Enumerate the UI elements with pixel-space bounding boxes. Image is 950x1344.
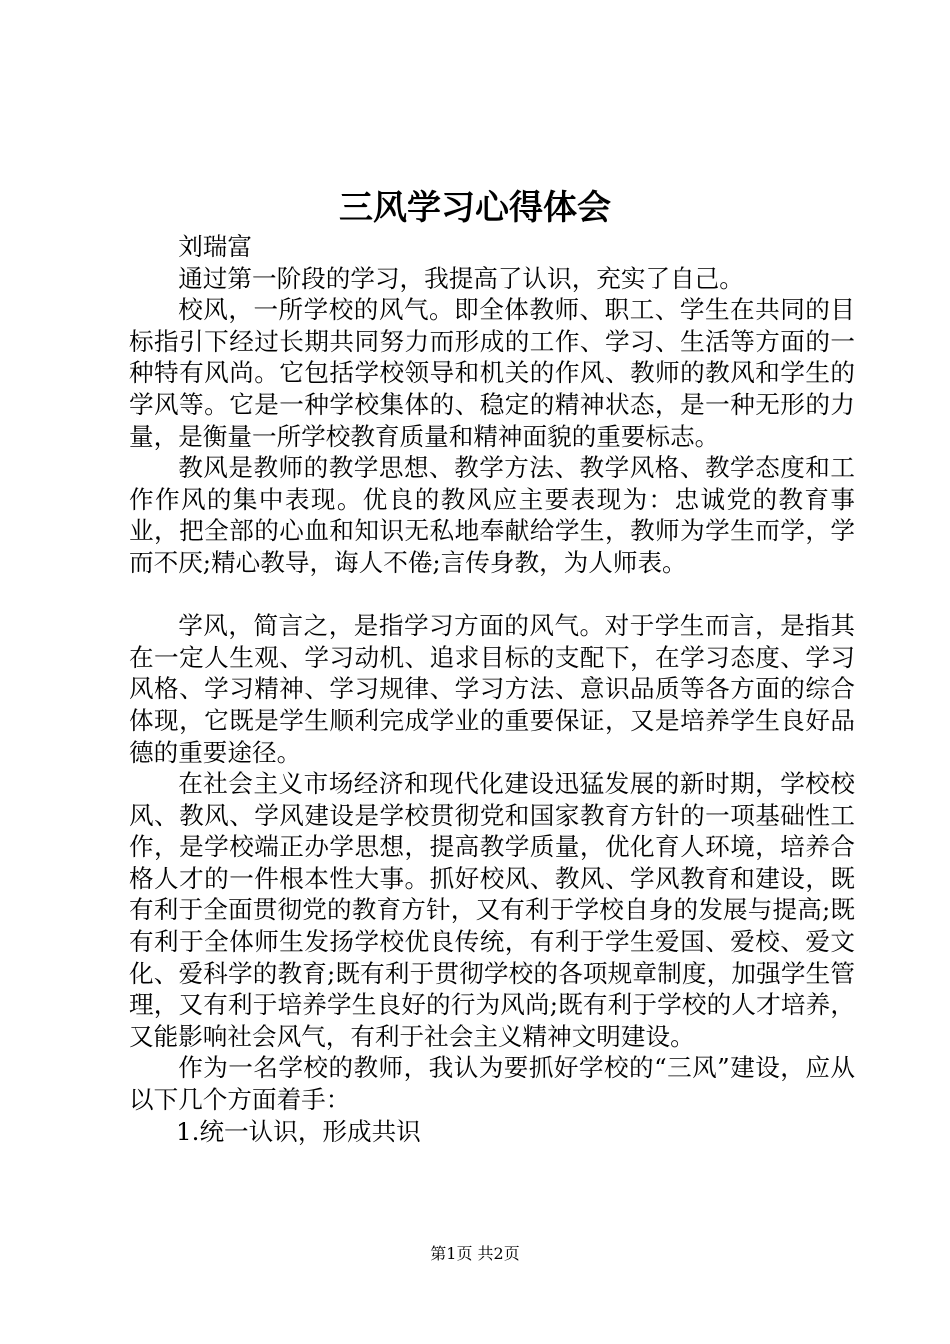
paragraph-teaching-style: 教风是教师的教学思想、教学方法、教学风格、教学态度和工作作风的集中表现。优良的教风应主要表现为：忠诚党的教育事业，把全部的心血和知识无私地奉献给学生，教师为学生而学，学而不厌;精心教导，诲人不倦;言传身教，为人师表。 [129, 453, 855, 577]
document-body [129, 231, 855, 1147]
paragraph-intro: 通过第一阶段的学习，我提高了认识，充实了自己。 [178, 263, 744, 293]
paragraph-approach: 作为一名学校的教师，我认为要抓好学校的“三风”建设，应从以下几个方面着手： [129, 1053, 855, 1115]
paragraph-school-spirit: 校风，一所学校的风气。即全体教师、职工、学生在共同的目标指引下经过长期共同努力而形成的工作、学习、生活等方面的一种特有风尚。它包括学校领导和机关的作风、教师的教风和学生的学风等。它是一种学校集体的、稳定的精神状态，是一种无形的力量，是衡量一所学校教育质量和精神面貌的重要标志。 [129, 295, 855, 451]
paragraph-study-style: 学风，简言之，是指学习方面的风气。对于学生而言，是指其在一定人生观、学习动机、追求目标的支配下，在学习态度、学习风格、学习精神、学习规律、学习方法、意识品质等各方面的综合体现，它既是学生顺利完成学业的重要保证，又是培养学生良好品德的重要途径。 [129, 611, 855, 767]
paragraph-construction: 在社会主义市场经济和现代化建设迅猛发展的新时期，学校校风、教风、学风建设是学校贯彻党和国家教育方针的一项基础性工作，是学校端正办学思想，提高教学质量，优化育人环境，培养合格人才的一件根本性大事。抓好校风、教风、学风教育和建设，既有利于全面贯彻党的教育方针，又有利于学校自身的发展与提高;既有利于全体师生发扬学校优良传统，有利于学生爱国、爱校、爱文化、爱科学的教育;既有利于贯彻学校的各项规章制度，加强学生管理，又有利于培养学生良好的行为风尚;既有利于学校的人才培养，又能影响社会风气，有利于社会主义精神文明建设。 [129, 769, 855, 1051]
author-name: 刘瑞富 [178, 232, 252, 261]
page-footer: 第1页 共2页 [430, 1244, 520, 1263]
numbered-item-1: 1.统一认识，形成共识 [176, 1116, 421, 1146]
document-title: 三风学习心得体会 [339, 188, 611, 228]
